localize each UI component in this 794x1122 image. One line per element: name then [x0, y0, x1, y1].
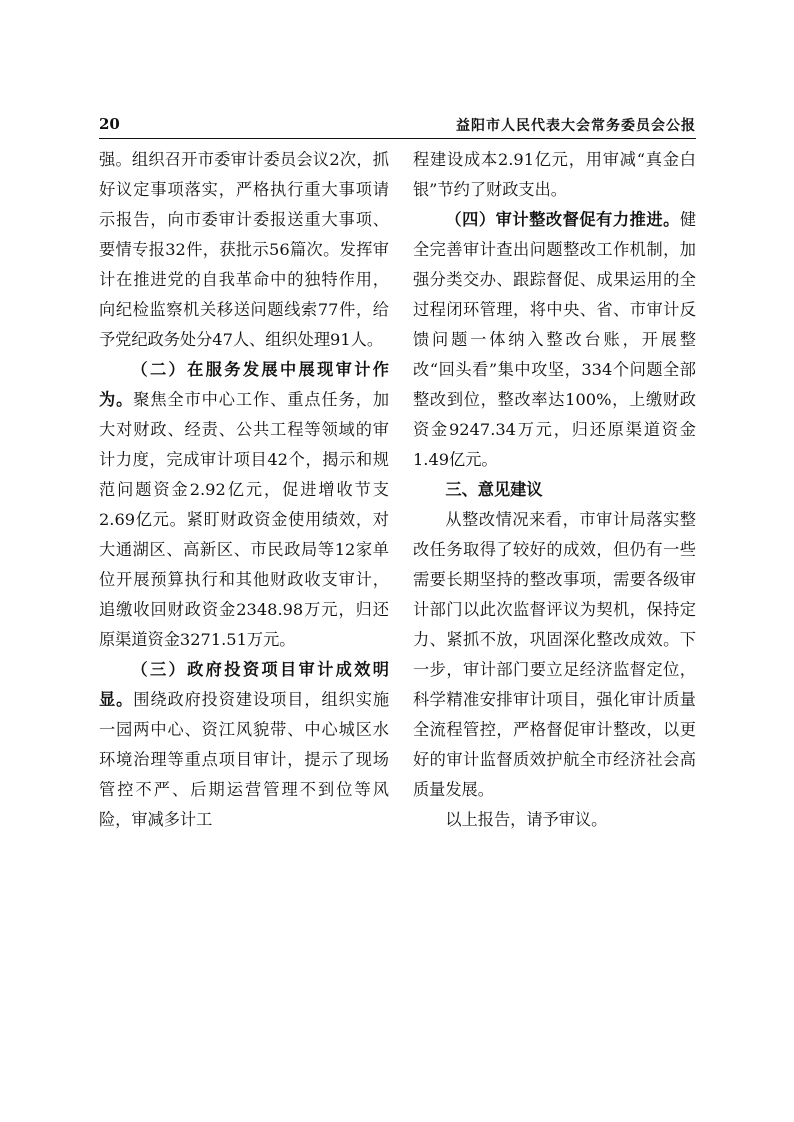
page-number: 20	[99, 115, 120, 133]
subheading-rectification: （四）审计整改督促有力推进。	[445, 210, 680, 229]
paragraph-continued: 强。组织召开市委审计委员会议2次，抓好议定事项落实，严格执行重大事项请示报告，向市委审计委报送重大事项、要情专报32件，获批示56篇次。发挥审计在推进党的自我革命中的独特作用，向纪检监察机关移送问题线索77件，给予党纪政务处分47人、组织处理91人。	[99, 150, 389, 349]
paragraph-rectification	[413, 205, 696, 475]
paragraph-continued: 程建设成本2.91亿元，用审减“真金白银”节约了财政支出。	[413, 150, 696, 199]
paragraph-body: 健全完善审计查出问题整改工作机制，加强分类交办、跟踪督促、成果运用的全过程闭环管理，将中央、省、市审计反馈问题一体纳入整改台账，开展整改“回头看”集中攻坚，334个问题全部整改到位，整改率达100%，上缴财政资金9247.34万元，归还原渠道资金1.49亿元。	[413, 210, 696, 469]
paragraph-body: 围绕政府投资建设项目，组织实施一园两中心、资江风貌带、中心城区水环境治理等重点项目审计，提示了现场管控不严、后期运营管理不到位等风险，审减多计工	[99, 690, 390, 829]
paragraph-service-development	[99, 355, 389, 655]
paragraph-investment-audit	[99, 655, 389, 835]
subheading-service-development: （二）在服务发展中展现审计作为。	[99, 360, 389, 409]
publication-title: 益阳市人民代表大会常务委员会公报	[456, 118, 696, 134]
header-rule	[99, 138, 696, 139]
page-header	[99, 113, 696, 137]
paragraph-body: 聚焦全市中心工作、重点任务，加大对财政、经责、公共工程等领域的审计力度，完成审计项目42个，揭示和规范问题资金2.92亿元，促进增收节支2.69亿元。紧盯财政资金使用绩效，对大通湖区、高新区、市民政局等12家单位开展预算执行和其他财政收支审计，追缴收回财政资金2348.98万元，归还原渠道资金3271.51万元。	[99, 390, 390, 649]
paragraph-suggestions: 从整改情况来看，市审计局落实整改任务取得了较好的成效，但仍有一些需要长期坚持的整改事项，需要各级审计部门以此次监督评议为契机，保持定力、紧抓不放，巩固深化整改成效。下一步，审计部门要立足经济监督定位，科学精准安排审计项目，强化审计质量全流程管控，严格督促审计整改，以更好的审计监督质效护航全市经济社会高质量发展。	[413, 510, 696, 799]
left-column	[99, 145, 389, 835]
section-title-suggestions: 三、意见建议	[445, 480, 543, 499]
subheading-investment-audit: （三）政府投资项目审计成效明显。	[99, 660, 389, 709]
right-column	[413, 145, 696, 835]
paragraph-closing: 以上报告，请予审议。	[445, 810, 608, 829]
